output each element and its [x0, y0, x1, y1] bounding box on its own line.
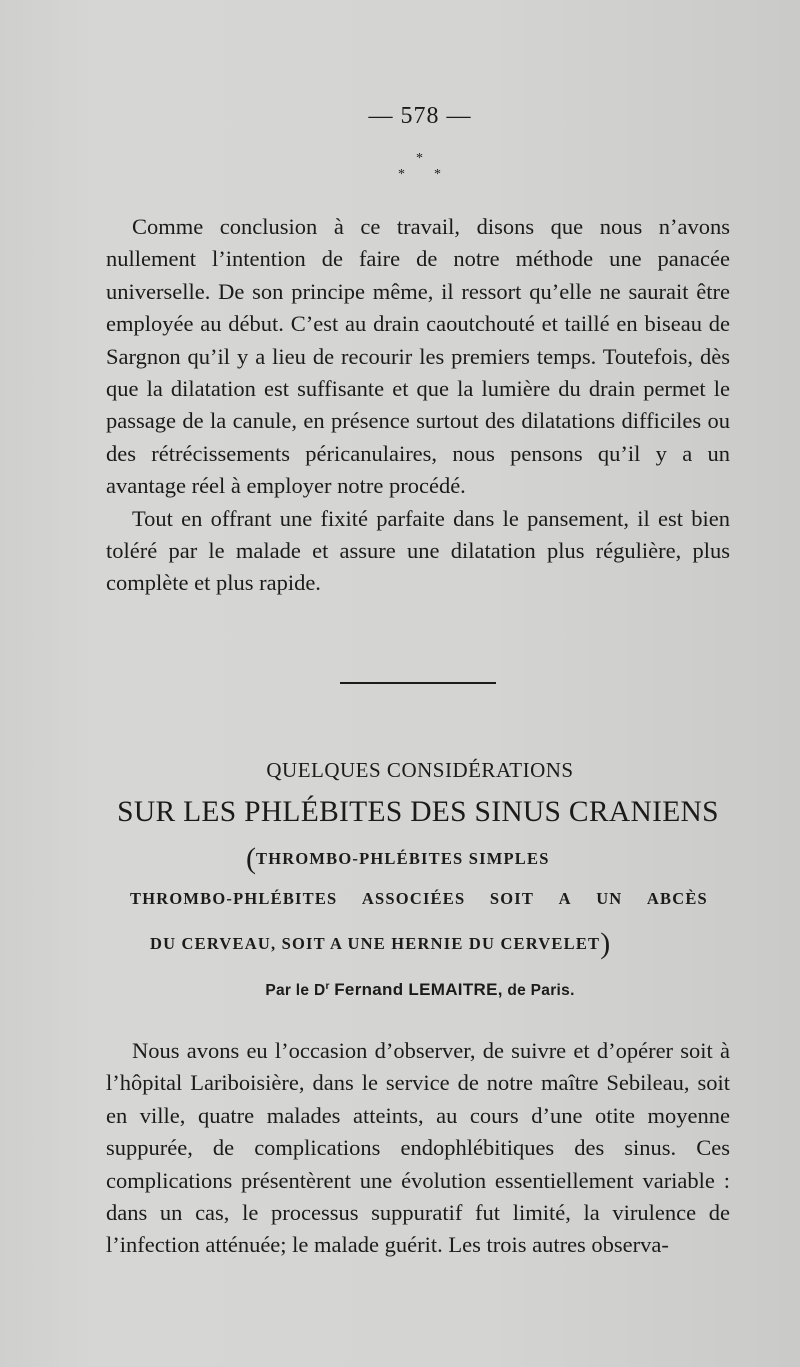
- subtitle-word: THROMBO-PHLÉBITES: [130, 889, 338, 908]
- article-paragraph: Nous avons eu l’occasion d’observer, de suivre et d’opérer soit à l’hôpital Lariboisière, dans le service de notre maître Sebileau, soit en ville, quatre malades atteints, au cours d’une otite moyenne suppurée, de complications endophlébitiques des sinus. Ces complications présentèrent une évolution essentiellement variable : dans un cas, le processus suppuratif fut limité, la virulence de l’infection atténuée; le malade guérit. Les trois autres observa-: [106, 1038, 730, 1258]
- subtitle-text: DU CERVEAU, SOIT A UNE HERNIE DU CERVELET: [150, 934, 601, 953]
- close-parenthesis: ): [600, 927, 611, 960]
- subtitle-word: ABCÈS: [646, 889, 708, 908]
- subtitle-word: UN: [596, 889, 623, 908]
- byline-author: Fernand LEMAITRE,: [334, 980, 503, 999]
- asterism-ornament: [392, 150, 452, 186]
- subtitle-text: THROMBO-PHLÉBITES SIMPLES: [256, 849, 550, 868]
- article-title-line2: SUR LES PHLÉBITES DES SINUS CRANIENS: [117, 796, 719, 828]
- article-subtitle-line3: [150, 927, 610, 961]
- article-body: [106, 1035, 730, 1262]
- article-subtitle-line1: [246, 842, 550, 876]
- byline-suffix: de Paris.: [507, 982, 575, 999]
- article-title-line1: QUELQUES CONSIDÉRATIONS: [266, 758, 574, 782]
- subtitle-word: ASSOCIÉES: [361, 889, 466, 908]
- asterisk-icon: *: [398, 167, 405, 182]
- article-byline: [0, 980, 800, 1000]
- byline-superscript: r: [325, 980, 330, 992]
- subtitle-word: SOIT: [489, 889, 535, 908]
- byline-prefix: Par le D: [265, 982, 326, 999]
- section-divider: [340, 682, 496, 684]
- conclusion-section: [106, 211, 730, 600]
- page-number: — 578 —: [368, 103, 472, 129]
- asterisk-icon: *: [434, 167, 441, 182]
- conclusion-paragraph: Comme conclusion à ce travail, disons que nous n’avons nullement l’intention de faire de notre méthode une panacée universelle. De son principe même, il ressort qu’elle ne saurait être employée au début. C’est au drain caoutchouté et taillé en biseau de Sargnon qu’il y a lieu de recourir les premiers temps. Toutefois, dès que la dilatation est suffisante et que la lumière du drain permet le passage de la canule, en présence surtout des dilatations difficiles ou des rétrécissements péricanulaires, nous pensons qu’il y a un avantage réel à employer notre procédé.: [106, 214, 730, 499]
- open-parenthesis: (: [246, 842, 256, 875]
- conclusion-paragraph: Tout en offrant une fixité parfaite dans le pansement, il est bien toléré par le malade et assure une dilatation plus régulière, plus complète et plus rapide.: [106, 505, 730, 596]
- subtitle-word: A: [558, 889, 572, 908]
- asterisk-icon: *: [416, 151, 423, 166]
- article-subtitle-line2: [130, 889, 708, 909]
